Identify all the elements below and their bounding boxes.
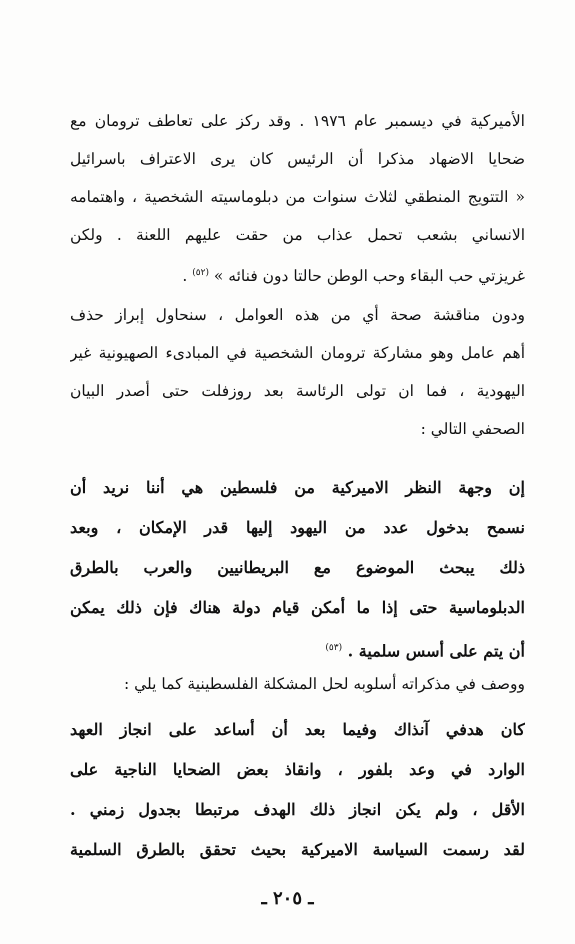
paragraph-line: « التتويج المنطقي لثلاث سنوات من دبلوماسيته الشخصية ، واهتمامه (70, 188, 525, 206)
paragraph-line: أهم عامل وهو مشاركة ترومان الشخصية في المبادىء الصهيونية غير (70, 344, 525, 362)
quote-line: كان هدفي آنذاك وفيما بعد أن أساعد على انجاز العهد (70, 720, 525, 739)
paragraph-line: اليهودية ، فما ان تولى الرئاسة بعد روزفلت حتى أصدر البيان (70, 382, 525, 400)
quote-line: نسمح بدخول عدد من اليهود إليها قدر الإمكان ، وبعد (70, 518, 525, 537)
quote-line: ذلك يبحث الموضوع مع البريطانيين والعرب بالطرق (70, 558, 525, 577)
footnote-reference: (٥٣) (325, 643, 343, 653)
paragraph-line: ودون مناقشة صحة أي من هذه العوامل ، سنحاول إبراز حذف (70, 306, 525, 324)
line-end-punctuation: . (182, 267, 193, 286)
footnote-reference: (٥٢) (192, 268, 209, 278)
paragraph-line: ضحايا الاضهاد مذكرا أن الرئيس كان يرى الاعتراف باسرائيل (70, 150, 525, 168)
paragraph-line: الأميركية في ديسمبر عام ١٩٧٦ . وقد ركز على تعاطف ترومان مع (70, 112, 525, 130)
quote-line: الأقل ، ولم يكن انجاز ذلك الهدف مرتبطا بجدول زمني . (70, 800, 525, 819)
quote-line: إن وجهة النظر الاميركية من فلسطين هي أننا نريد أن (70, 478, 525, 497)
quote-line: الدبلوماسية حتى إذا ما أمكن قيام دولة هناك فإن ذلك يمكن (70, 598, 525, 617)
paragraph-2 (70, 296, 525, 448)
paragraph-line-text: غريزتي حب البقاء وحب الوطن حالتا دون فنائه » (213, 267, 525, 286)
quote-line (70, 628, 525, 668)
quote-line-text: أن يتم على أسس سلمية . (347, 641, 525, 661)
page-number: ـ ٢٠٥ ـ (261, 888, 314, 909)
quote-block-2 (70, 710, 525, 870)
paragraph-line (70, 254, 525, 292)
quote-line: لقد رسمت السياسة الاميركية بحيث تحقق بالطرق السلمية (70, 840, 525, 859)
paragraph-3 (70, 665, 525, 703)
paragraph-line: الصحفي التالي : (420, 420, 525, 438)
paragraph-line: الانساني بشعب تحمل عذاب من حقت عليهم اللعنة . ولكن (70, 226, 525, 244)
paragraph-line: ووصف في مذكراته أسلوبه لحل المشكلة الفلسطينية كما يلي : (123, 675, 525, 693)
quote-line: الوارد في وعد بلفور ، وانقاذ بعض الضحايا الناجية على (70, 760, 525, 779)
paragraph-1 (70, 102, 525, 292)
quote-block-1 (70, 468, 525, 668)
